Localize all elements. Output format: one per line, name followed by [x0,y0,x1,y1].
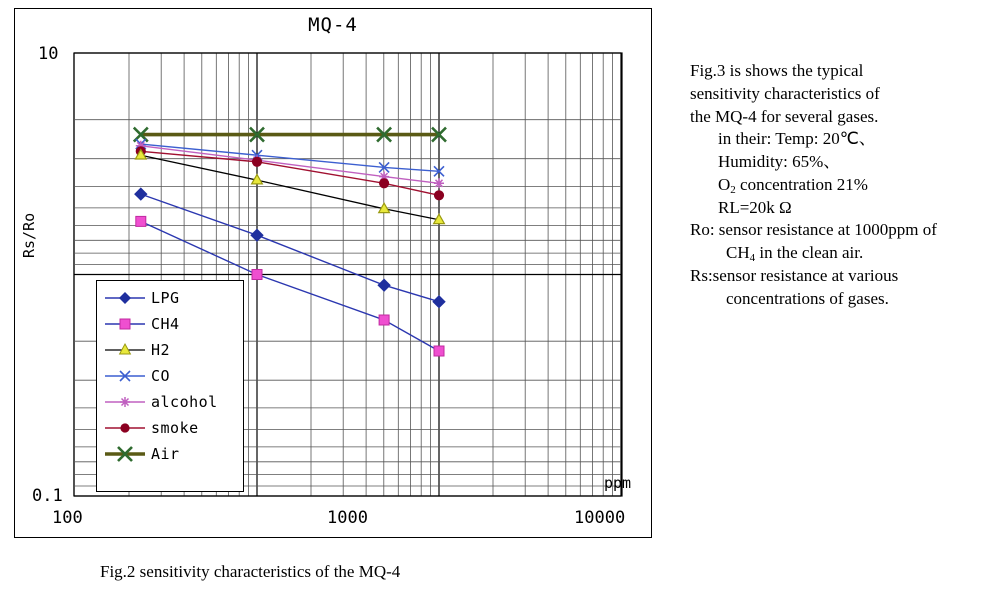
legend-label-air: Air [151,445,180,463]
legend-item-lpg [97,285,243,311]
notes-line-6 [690,174,975,197]
legend-label-co: CO [151,367,171,385]
legend-item-ch4 [97,311,243,337]
x-axis-label: ppm [604,474,632,492]
legend-label-lpg: LPG [151,289,180,307]
legend-item-air [97,441,243,467]
notes-line-7: RL=20k Ω [718,197,792,217]
notes-line-1: Fig.3 is shows the typical [690,61,864,80]
notes-line-8: Ro: sensor resistance at 1000ppm of [690,220,937,240]
legend-marker-diamond-icon [103,289,147,307]
x-tick-10000: 10000 [574,508,626,528]
o2-prefix: O [718,174,731,194]
legend-marker-cross-icon [103,367,147,385]
legend-label-smoke: smoke [151,419,199,437]
notes-block [690,60,975,310]
chart-panel [14,8,652,538]
ch4-suffix: in the clean air. [755,243,864,263]
chart-title: MQ-4 [308,14,358,36]
o2-subscript: 2 [730,183,736,196]
notes-line-5: Humidity: 65%、 [718,152,841,172]
figure-caption: Fig.2 sensitivity characteristics of the MQ-4 [100,562,401,581]
legend-label-ch4: CH4 [151,315,180,333]
y-tick-0.1: 0.1 [32,486,63,506]
ch4-subscript: 4 [749,252,756,265]
chart-legend [96,280,244,492]
notes-line-4: in their: Temp: 20℃、 [718,129,876,149]
notes-line-9 [690,242,975,265]
y-tick-10: 10 [38,44,59,64]
legend-item-h2 [97,337,243,363]
x-tick-1000: 1000 [327,508,368,528]
x-tick-100: 100 [52,508,83,528]
y-axis-label: Rs/Ro [20,212,38,258]
legend-item-smoke [97,415,243,441]
notes-line-2: sensitivity characteristics of [690,83,880,103]
legend-label-alcohol: alcohol [151,393,218,411]
o2-suffix: concentration 21% [735,174,868,194]
legend-marker-circle-icon [103,419,147,437]
legend-marker-cross-x-icon [103,445,147,463]
legend-marker-triangle-icon [103,341,147,359]
legend-label-h2: H2 [151,341,171,359]
ch4-prefix: CH [726,243,750,263]
legend-marker-square-icon [103,315,147,333]
notes-line-11: concentrations of gases. [726,288,889,308]
legend-item-alcohol [97,389,243,415]
notes-line-10: Rs:sensor resistance at various [690,265,899,285]
notes-line-3: the MQ-4 for several gases. [690,106,879,126]
legend-item-co [97,363,243,389]
legend-marker-asterisk-icon [103,393,147,411]
